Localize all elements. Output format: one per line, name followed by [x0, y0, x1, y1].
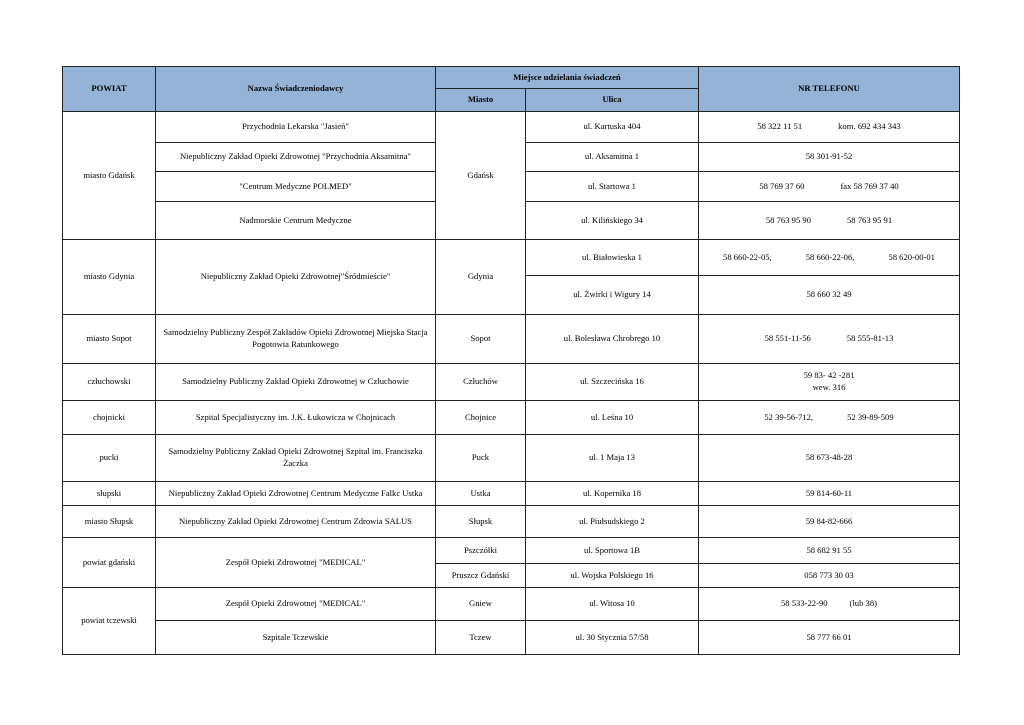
phone-1: 58 673-48-28	[805, 452, 853, 463]
header-miejsce: Miejsce udzielania świadczeń	[436, 67, 699, 89]
cell-powiat: słupski	[63, 482, 156, 506]
cell-powiat: miasto Sopot	[63, 315, 156, 364]
cell-nazwa: Niepubliczny Zakład Opieki Zdrowotnej"Śródmieście"	[156, 240, 436, 315]
cell-powiat: powiat gdański	[63, 538, 156, 588]
cell-nazwa: Samodzielny Publiczny Zespół Zakładów Opieki Zdrowotnej Miejska Stacja Pogotowia Ratunkowego	[156, 315, 436, 364]
cell-nazwa: Zespół Opieki Zdrowotnej "MEDICAL"	[156, 538, 436, 588]
cell-powiat: miasto Słupsk	[63, 506, 156, 538]
cell-ulica: ul. Aksamitna 1	[526, 143, 699, 172]
cell-ulica: ul. Kopernika 18	[526, 482, 699, 506]
cell-powiat: chojnicki	[63, 401, 156, 435]
cell-ulica: ul. Szczecińska 16	[526, 364, 699, 401]
cell-miasto: Ustka	[436, 482, 526, 506]
phone-1: 58 682 91 55	[806, 544, 852, 555]
phone-3: 58 620-00-01	[888, 251, 935, 262]
cell-ulica: ul. Kartuska 404	[526, 112, 699, 143]
cell-ulica: ul. 30 Stycznia 57/58	[526, 621, 699, 655]
phone-1: 58 769 37 60	[759, 180, 805, 191]
phone-2: kom. 692 434 343	[838, 121, 901, 132]
cell-miasto: Człuchów	[436, 364, 526, 401]
table-row	[63, 482, 960, 506]
cell-nazwa: Samodzielny Publiczny Zakład Opieki Zdrowotnej w Człuchowie	[156, 364, 436, 401]
cell-telefon	[699, 143, 960, 172]
phone-extension: wew. 316	[812, 382, 846, 392]
phone-1: 58 322 11 51	[757, 121, 803, 132]
cell-telefon	[699, 112, 960, 143]
phone-1: 59 814-60-11	[805, 487, 853, 498]
phone-2: (lub 38)	[849, 598, 877, 609]
header-miasto: Miasto	[436, 89, 526, 112]
cell-miasto: Tczew	[436, 621, 526, 655]
phone-1: 59 83- 42 -281	[803, 370, 855, 381]
phone-1: 058 773 30 03	[804, 569, 854, 580]
cell-telefon	[699, 401, 960, 435]
cell-miasto: Puck	[436, 435, 526, 482]
cell-nazwa: Samodzielny Publiczny Zakład Opieki Zdrowotnej Szpital im. Franciszka Żaczka	[156, 435, 436, 482]
table-row	[63, 538, 960, 564]
cell-miasto: Chojnice	[436, 401, 526, 435]
cell-ulica: ul. 1 Maja 13	[526, 435, 699, 482]
cell-nazwa: Niepubliczny Zakład Opieki Zdrowotnej Centrum Medyczne Falkc Ustka	[156, 482, 436, 506]
phone-1: 58 660 32 49	[806, 289, 852, 300]
cell-telefon	[699, 538, 960, 564]
cell-telefon	[699, 435, 960, 482]
cell-nazwa: "Centrum Medyczne POLMED"	[156, 172, 436, 202]
cell-ulica: ul. Żwirki i Wigury 14	[526, 276, 699, 315]
cell-telefon	[699, 482, 960, 506]
cell-ulica: ul. Białowieska 1	[526, 240, 699, 276]
cell-telefon	[699, 315, 960, 364]
cell-ulica: ul. Piułsudskiego 2	[526, 506, 699, 538]
header-ulica: Ulica	[526, 89, 699, 112]
cell-telefon	[699, 202, 960, 240]
cell-telefon	[699, 240, 960, 276]
cell-powiat: człuchowski	[63, 364, 156, 401]
cell-ulica: ul. Sportowa 1B	[526, 538, 699, 564]
cell-ulica: ul. Kilińskiego 34	[526, 202, 699, 240]
phone-1: 58 660-22-05,	[723, 251, 772, 262]
phone-1: 52 39-56-712,	[764, 411, 814, 422]
phone-1: 58 763 95 90	[765, 214, 811, 225]
table-row	[63, 364, 960, 401]
phone-1: 58 551-11-56	[764, 333, 811, 344]
phone-1: 58 777 66 01	[806, 631, 852, 642]
phone-2: 52 39-89-509	[847, 411, 894, 422]
cell-telefon	[699, 506, 960, 538]
cell-nazwa: Szpital Specjalistyczny im. J.K. Łukowicza w Chojnicach	[156, 401, 436, 435]
table-row	[63, 588, 960, 621]
cell-ulica: ul. Bolesława Chrobrego 10	[526, 315, 699, 364]
phone-2: fax 58 769 37 40	[840, 180, 899, 191]
cell-miasto: Pszczółki	[436, 538, 526, 564]
cell-nazwa: Niepubliczny Zakład Opieki Zdrowotnej Centrum Zdrowia SALUS	[156, 506, 436, 538]
table-row	[63, 240, 960, 276]
phone-1: 58 533-22-90	[781, 598, 828, 609]
cell-nazwa: Niepubliczny Zakład Opieki Zdrowotnej "Przychodnia Aksamitna"	[156, 143, 436, 172]
cell-nazwa: Szpitale Tczewskie	[156, 621, 436, 655]
cell-powiat: miasto Gdańsk	[63, 112, 156, 240]
cell-miasto: Gniew	[436, 588, 526, 621]
table-row	[63, 112, 960, 143]
phone-1: 59 84-82-666	[805, 515, 853, 526]
table-row	[63, 506, 960, 538]
cell-nazwa: Przychodnia Lekarska "Jasień"	[156, 112, 436, 143]
cell-telefon	[699, 588, 960, 621]
cell-ulica: ul. Startowa 1	[526, 172, 699, 202]
cell-miasto: Słupsk	[436, 506, 526, 538]
cell-telefon	[699, 621, 960, 655]
table-row	[63, 621, 960, 655]
cell-miasto: Sopot	[436, 315, 526, 364]
cell-nazwa: Nadmorskie Centrum Medyczne	[156, 202, 436, 240]
cell-telefon	[699, 564, 960, 588]
providers-table	[62, 66, 960, 655]
cell-powiat: powiat tczewski	[63, 588, 156, 655]
cell-miasto: Gdynia	[436, 240, 526, 315]
phone-2: 58 555-81-13	[846, 333, 894, 344]
cell-ulica: ul. Wojska Polskiego 16	[526, 564, 699, 588]
cell-powiat: miasto Gdynia	[63, 240, 156, 315]
table-row	[63, 315, 960, 364]
phone-2: 58 763 95 91	[847, 214, 893, 225]
table-row	[63, 435, 960, 482]
phone-1: 58 301-91-52	[805, 151, 853, 162]
header-nazwa: Nazwa Świadczeniodawcy	[156, 67, 436, 112]
cell-ulica: ul. Leśna 10	[526, 401, 699, 435]
cell-telefon	[699, 364, 960, 401]
cell-telefon	[699, 172, 960, 202]
cell-miasto: Pruszcz Gdański	[436, 564, 526, 588]
header-powiat: POWIAT	[63, 67, 156, 112]
cell-powiat: pucki	[63, 435, 156, 482]
header-telefon: NR TELEFONU	[699, 67, 960, 112]
cell-telefon	[699, 276, 960, 315]
cell-nazwa: Zespół Opieki Zdrowotnej "MEDICAL"	[156, 588, 436, 621]
cell-miasto: Gdańsk	[436, 112, 526, 240]
cell-ulica: ul. Witosa 10	[526, 588, 699, 621]
table-row	[63, 401, 960, 435]
phone-2: 58 660-22-06,	[805, 251, 855, 262]
